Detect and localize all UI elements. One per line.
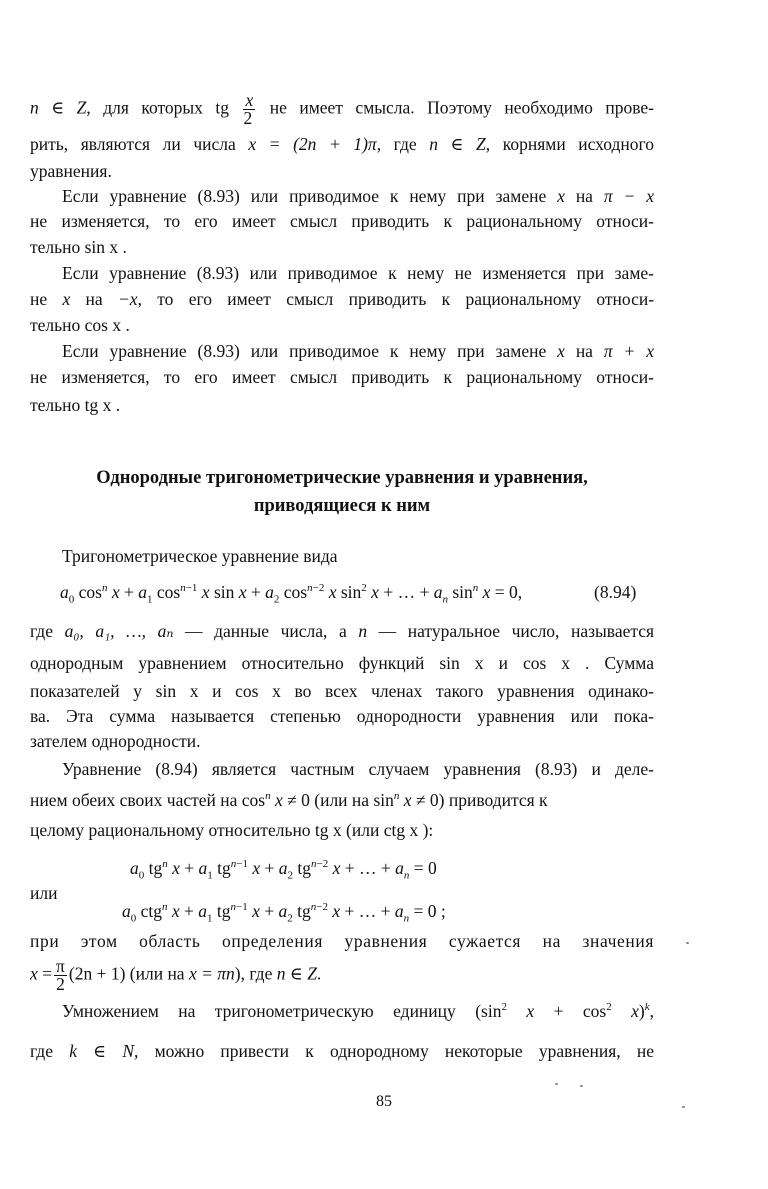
text-line [30,620,654,642]
text-line: зателем однородности. [30,731,201,751]
fraction: $\frac{\pi}{2}$ [56,956,65,994]
text-span: (или на [314,790,370,810]
text-line [62,340,654,362]
section-heading: приводящиеся к ним [253,496,431,516]
text-span: Если уравнение (8.93) или приводимое к нему при замене [62,186,547,206]
fraction-denominator: 2 [243,108,253,128]
text-span: на [575,341,593,361]
text-line: уравнения. [30,161,112,181]
text-line: не изменяется, то его имеет смысл приводить к рациональному относи- [30,211,654,231]
text-span: Умножением на тригонометрическую единицу [62,1001,456,1021]
math-inline: π − x [603,186,655,206]
text-line: не изменяется, то его имеет смысл приводить к рациональному относи- [30,367,654,387]
math-inline: n ∈ Z [429,134,486,154]
text-span: на [575,186,593,206]
page-number: 85 [376,1093,392,1110]
text-line: показателей у sin x и cos x во всех членах такого уравнения одинако- [30,681,654,701]
text-line: тельно sin x . [30,237,127,257]
fraction [243,92,255,127]
math-inline: n [358,621,368,641]
math-inline: k ∈ N [69,1041,135,1061]
text-span: , [649,1001,654,1021]
equation-number: (8.94) [594,582,637,602]
text-span: , для которых tg [86,97,230,118]
scan-speck [686,942,689,944]
text-line [30,1040,654,1062]
text-span: где [30,621,53,641]
text-line [30,92,654,127]
text-line: Уравнение (8.94) является частным случаем уравнения (8.93) и деле- [62,759,654,779]
equation-tg: $a_0$ $tg^n$ $x + a_1$ $tg^{n-1}$ $x + a_2$ $tg^{n-2}$ x + … + $a_n = 0$ [130,858,437,882]
math-inline: x [557,186,565,206]
text-span: ) приводится к [438,790,548,810]
text-span: , то его имеет смысл приводить к рациональному относи- [137,289,655,309]
text-line: тельно tg x . [30,395,121,415]
text-span: , где [376,134,417,154]
text-span: рить, являются ли числа [30,134,236,154]
equation-8-94: $a_0$ $\cos^n x + a_1$ $\cos^{n-1} x$ $\sin x + a_2$ $\cos^{n-2} x$ $\sin^2 x$ + … + $a_n$ $\sin^n x = 0$, [60,582,523,606]
text-span: — натуральное число, называется [378,621,655,641]
text-line [30,288,654,310]
equation-ctg: $a_0$ ctg$^n$ $x + a_1$ $tg^{n-1}$ $x + a_2$ $tg^{n-2}$ x + … + $a_n = 0$ ; [122,901,446,925]
text-span: ), где [234,963,273,984]
text-span: , можно привести к однородному некоторые уравнения, не [134,1041,654,1061]
text-line: при этом область определения уравнения сужается на значения [30,931,654,951]
text-line [30,133,654,155]
math-inline: ($\sin^2$ $x + \cos^2 x)^k$ [475,1001,650,1021]
text-line [62,1000,654,1022]
text-span: . [316,963,322,984]
scan-speck [682,1106,685,1108]
text-line: ва. Эта сумма называется степенью однородности уравнения или пока- [30,706,654,726]
text-span: нием обеих своих частей на [30,790,238,810]
text-line: тельно cos x . [30,315,130,335]
math-inline: x [62,289,71,309]
text-line [62,185,654,207]
text-span: , корнями исходного [485,134,655,154]
scan-speck [580,1085,583,1087]
text-span: Если уравнение (8.93) или приводимое к нему при замене [62,341,547,361]
text-line: однородным уравнением относительно функций sin x и cos x . Сумма [30,653,654,673]
text-span: где [30,1041,53,1061]
text-line: или [30,883,58,903]
text-span: не имеет смысла. Поэтому необходимо прове- [269,97,655,118]
text-span: — данные числа, а [185,621,347,641]
math-inline: a₀, a₁, …, aₙ [64,621,174,641]
text-line: Тригонометрическое уравнение вида [62,546,338,566]
math-inline: x = (2n + 1)π [248,134,377,154]
math-inline: x [557,341,565,361]
text-line: x = $\frac{\pi}{2}$ (2n + 1) (или на x = πn), где n ∈ Z. [30,956,322,994]
section-heading: Однородные тригонометрические уравнения и уравнения, [96,468,588,488]
math-inline: x = πn [188,963,235,984]
math-inline: π + x [603,341,655,361]
scan-speck [555,1083,558,1085]
text-line: Если уравнение (8.93) или приводимое к нему не изменяется при заме- [62,263,654,283]
text-line: нием обеих своих частей на $\cos^n x \ne 0$ (или на $\sin^n x \ne 0$) приводится к [30,790,548,810]
text-line: целому рациональному относительно tg x (или ctg x ): [30,820,434,840]
math-inline: −x [118,289,138,309]
text-span: на [85,289,103,309]
fraction-numerator: x [245,90,254,110]
text-span: (2n + 1) (или на [68,963,185,984]
math-inline: n ∈ Z [30,97,87,118]
text-span: не [30,289,48,309]
math-inline: n ∈ Z [276,963,317,984]
